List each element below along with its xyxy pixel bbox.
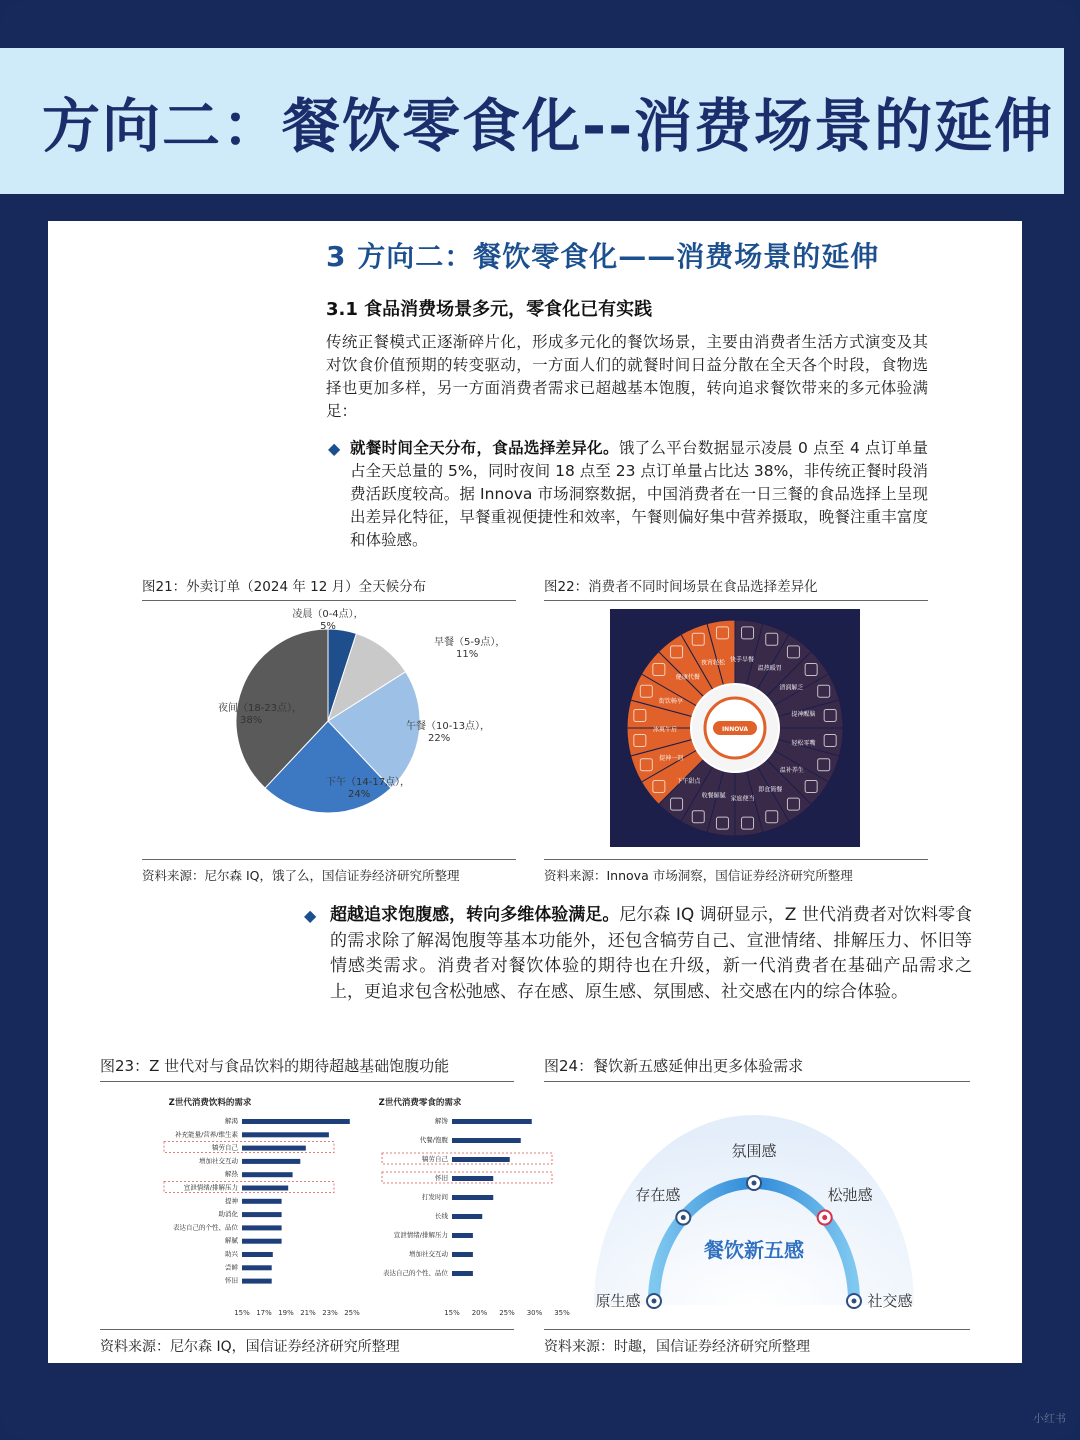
x-tick-label: 15% bbox=[444, 1309, 460, 1317]
diamond-bullet-icon: ◆ bbox=[328, 439, 341, 458]
x-tick-label: 35% bbox=[554, 1309, 570, 1317]
pie-category-label: 下午（14-17点）， bbox=[326, 777, 411, 788]
section-title: 3 方向二：餐饮零食化——消费场景的延伸 bbox=[326, 240, 880, 273]
figure-23-caption: 图23：Z 世代对与食品饮料的期待超越基础饱腹功能 bbox=[100, 1055, 514, 1082]
bullet-1-heading: 就餐时间全天分布，食品选择差异化。 bbox=[350, 439, 619, 457]
figure-22-caption: 图22：消费者不同时间场景在食品选择差异化 bbox=[544, 575, 928, 601]
wheel-scenario-label: 冰爽午后 bbox=[652, 726, 678, 734]
bar-category-label: 怀旧 bbox=[435, 1174, 448, 1182]
sense-label: 社交感 bbox=[867, 1292, 913, 1310]
sense-label: 原生感 bbox=[595, 1292, 641, 1310]
figure-24-caption: 图24：餐饮新五感延伸出更多体验需求 bbox=[544, 1055, 970, 1082]
bar-category-label: 打发时间 bbox=[422, 1193, 448, 1201]
bar-category-label: 补充能量/营养/维生素 bbox=[175, 1130, 238, 1139]
bullet-2-text: 尼尔森 IQ 调研显示，Z 世代消费者对饮料零食的需求除了解渴饱腹等基本功能外，还包含犒劳自己、宣泄情绪、排解压力、怀旧等情感类需求。消费者对餐饮体验的期待也在升级，新一代消费者在基础产品需求之上，更追求包含松弛感、存在感、原生感、氛围感、社交感在内的综合体验。 bbox=[330, 905, 972, 1002]
wheel-scenario-label: 下午甜点 bbox=[676, 778, 701, 786]
pie-value-label: 11% bbox=[456, 649, 479, 660]
bar-category-label: 表达自己的个性、品位 bbox=[173, 1223, 238, 1232]
watermark: 小红书 bbox=[1033, 1412, 1066, 1425]
bar bbox=[242, 1212, 282, 1217]
banner-title: 方向二：餐饮零食化--消费场景的延伸 bbox=[42, 92, 1055, 160]
wheel-scenario-label: 快手早餐 bbox=[729, 656, 754, 664]
x-tick-label: 23% bbox=[322, 1309, 338, 1317]
wheel-scenario-label: 提神醒脑 bbox=[791, 711, 816, 719]
wheel-scenario-label: 健康代餐 bbox=[675, 674, 700, 682]
sense-node-dot bbox=[652, 1299, 657, 1304]
wheel-scenario-label: 街饮畅享 bbox=[658, 697, 683, 705]
wheel-scenario-label: 收餐解腻 bbox=[701, 792, 726, 800]
bar bbox=[242, 1119, 350, 1124]
bar-category-label: 解热 bbox=[225, 1170, 238, 1179]
pie-category-label: 午餐（10-13点）， bbox=[406, 721, 491, 732]
pie-category-label: 早餐（5-9点）， bbox=[434, 637, 506, 648]
pie-value-label: 24% bbox=[348, 789, 371, 800]
banner bbox=[0, 48, 1064, 194]
bar-category-label: 解渴 bbox=[225, 1117, 238, 1125]
bar bbox=[452, 1271, 473, 1276]
document-page bbox=[48, 221, 1022, 1363]
bar bbox=[242, 1146, 306, 1151]
figure-22-source: 资料来源：Innova 市场洞察，国信证券经济研究所整理 bbox=[544, 859, 928, 884]
x-tick-label: 25% bbox=[499, 1309, 515, 1317]
five-senses-center-label: 餐饮新五感 bbox=[704, 1238, 804, 1262]
bar bbox=[242, 1159, 300, 1164]
figure-21-source: 资料来源：尼尔森 IQ，饿了么，国信证券经济研究所整理 bbox=[142, 859, 516, 884]
bar bbox=[452, 1214, 482, 1219]
x-tick-label: 25% bbox=[344, 1309, 360, 1317]
bar-category-label: 增加社交互动 bbox=[199, 1156, 238, 1165]
bar-category-label: 犒劳自己 bbox=[212, 1143, 238, 1152]
wheel-scenario-label: 温补养生 bbox=[779, 766, 804, 774]
bar bbox=[242, 1225, 282, 1230]
bar-category-label: 长线 bbox=[435, 1212, 448, 1220]
sense-node-dot bbox=[752, 1181, 757, 1186]
figure-21-caption: 图21：外卖订单（2024 年 12 月）全天候分布 bbox=[142, 575, 516, 601]
bullet-1-text: 饿了么平台数据显示凌晨 0 点至 4 点订单量占全天总量的 5%，同时夜间 18 点至 23 点订单量占比达 38%，非传统正餐时段消费活跃度较高。据 Innova 市场洞察数据，中国消费者在一日三餐的食品选择上呈现出差异化特征，早餐重视便捷性和效率，午餐则偏好集中营养摄取，晚餐注重丰富度和体验感。 bbox=[350, 439, 928, 549]
bar-category-label: 助消化 bbox=[218, 1210, 238, 1219]
intro-paragraph: 传统正餐模式正逐渐碎片化，形成多元化的餐饮场景，主要由消费者生活方式演变及其对饮食价值预期的转变驱动，一方面人们的就餐时间日益分散在全天各个时段，食物选择也更加多样，另一方面消费者需求已超越基本饱腹，转向追求餐饮带来的多元体验满足： bbox=[326, 333, 928, 420]
figure-23-bar-charts bbox=[100, 1093, 570, 1317]
pie-category-label: 凌晨（0-4点）， bbox=[292, 609, 364, 620]
pie-value-label: 38% bbox=[240, 715, 263, 726]
wheel-scenario-label: 轻松零嘴 bbox=[791, 740, 816, 748]
sense-label: 存在感 bbox=[635, 1185, 681, 1204]
pie-category-label: 夜间（18-23点）， bbox=[218, 703, 303, 714]
bar bbox=[452, 1119, 532, 1124]
bar-category-label: 提神 bbox=[225, 1196, 238, 1205]
bar-category-label: 增加社交互动 bbox=[409, 1250, 448, 1258]
pie-value-label: 5% bbox=[320, 621, 336, 632]
bullet-experience bbox=[304, 903, 972, 1005]
bar bbox=[242, 1252, 273, 1257]
bar bbox=[452, 1195, 493, 1200]
x-tick-label: 17% bbox=[256, 1309, 272, 1317]
bar-category-label: 解腻 bbox=[225, 1236, 238, 1245]
bar bbox=[242, 1265, 272, 1270]
bar bbox=[242, 1132, 329, 1137]
bar-category-label: 代餐/饱腹 bbox=[419, 1136, 448, 1144]
bar bbox=[452, 1252, 473, 1257]
bar-category-label: 怀旧 bbox=[225, 1276, 238, 1285]
figure-24-source: 资料来源：时趣，国信证券经济研究所整理 bbox=[544, 1329, 970, 1356]
wheel-scenario-label: 家庭便当 bbox=[730, 795, 755, 803]
figure-23-source: 资料来源：尼尔森 IQ，国信证券经济研究所整理 bbox=[100, 1329, 514, 1356]
bar-chart-title: Z世代消费零食的需求 bbox=[378, 1098, 462, 1108]
wheel-center-label: INNOVA bbox=[721, 726, 749, 733]
bar bbox=[242, 1279, 272, 1284]
bar-category-label: 助兴 bbox=[225, 1250, 238, 1258]
subsection-title: 3.1 食品消费场景多元，零食化已有实践 bbox=[326, 299, 653, 320]
x-tick-label: 15% bbox=[234, 1309, 250, 1317]
x-tick-label: 19% bbox=[278, 1309, 294, 1317]
bar bbox=[452, 1138, 521, 1143]
bar bbox=[242, 1239, 282, 1244]
sense-node-dot bbox=[681, 1215, 686, 1220]
wheel-scenario-label: 夜宵轻松 bbox=[701, 659, 726, 667]
bar-category-label: 宣泄情绪/排解压力 bbox=[393, 1231, 448, 1239]
figure-22-wheel-diagram bbox=[610, 609, 860, 847]
figure-24-five-senses-diagram bbox=[584, 1099, 924, 1309]
bar bbox=[452, 1233, 473, 1238]
wheel-scenario-label: 即食简餐 bbox=[758, 786, 783, 794]
bar-category-label: 尝鲜 bbox=[225, 1263, 238, 1272]
bar bbox=[242, 1199, 282, 1204]
sense-label: 松弛感 bbox=[827, 1185, 873, 1204]
x-tick-label: 30% bbox=[526, 1309, 543, 1317]
wheel-scenario-label: 提神一刻 bbox=[659, 754, 684, 762]
sense-node-dot bbox=[852, 1299, 857, 1304]
figure-21-pie-chart bbox=[198, 605, 506, 825]
bullet-meal-time bbox=[328, 437, 928, 552]
bar-category-label: 表达自己的个性、品位 bbox=[383, 1269, 448, 1277]
sense-label: 氛围感 bbox=[731, 1142, 777, 1160]
bar-category-label: 解馋 bbox=[435, 1117, 448, 1125]
bar-category-label: 犒劳自己 bbox=[422, 1155, 448, 1163]
bar bbox=[452, 1157, 510, 1162]
wheel-scenario-label: 清润解乏 bbox=[779, 684, 804, 692]
diamond-bullet-icon: ◆ bbox=[304, 906, 317, 925]
wheel-scenario-label: 温热暖胃 bbox=[757, 665, 782, 673]
sense-node-dot bbox=[822, 1215, 827, 1220]
pie-value-label: 22% bbox=[428, 733, 451, 744]
bar bbox=[452, 1176, 493, 1181]
bar bbox=[242, 1172, 293, 1177]
x-tick-label: 21% bbox=[300, 1309, 316, 1317]
x-tick-label: 20% bbox=[471, 1309, 488, 1317]
bar-chart-title: Z世代消费饮料的需求 bbox=[168, 1098, 252, 1108]
bar-category-label: 宣泄情绪/排解压力 bbox=[183, 1183, 238, 1192]
bar bbox=[242, 1186, 288, 1191]
bullet-2-heading: 超越追求饱腹感，转向多维体验满足。 bbox=[330, 905, 620, 925]
